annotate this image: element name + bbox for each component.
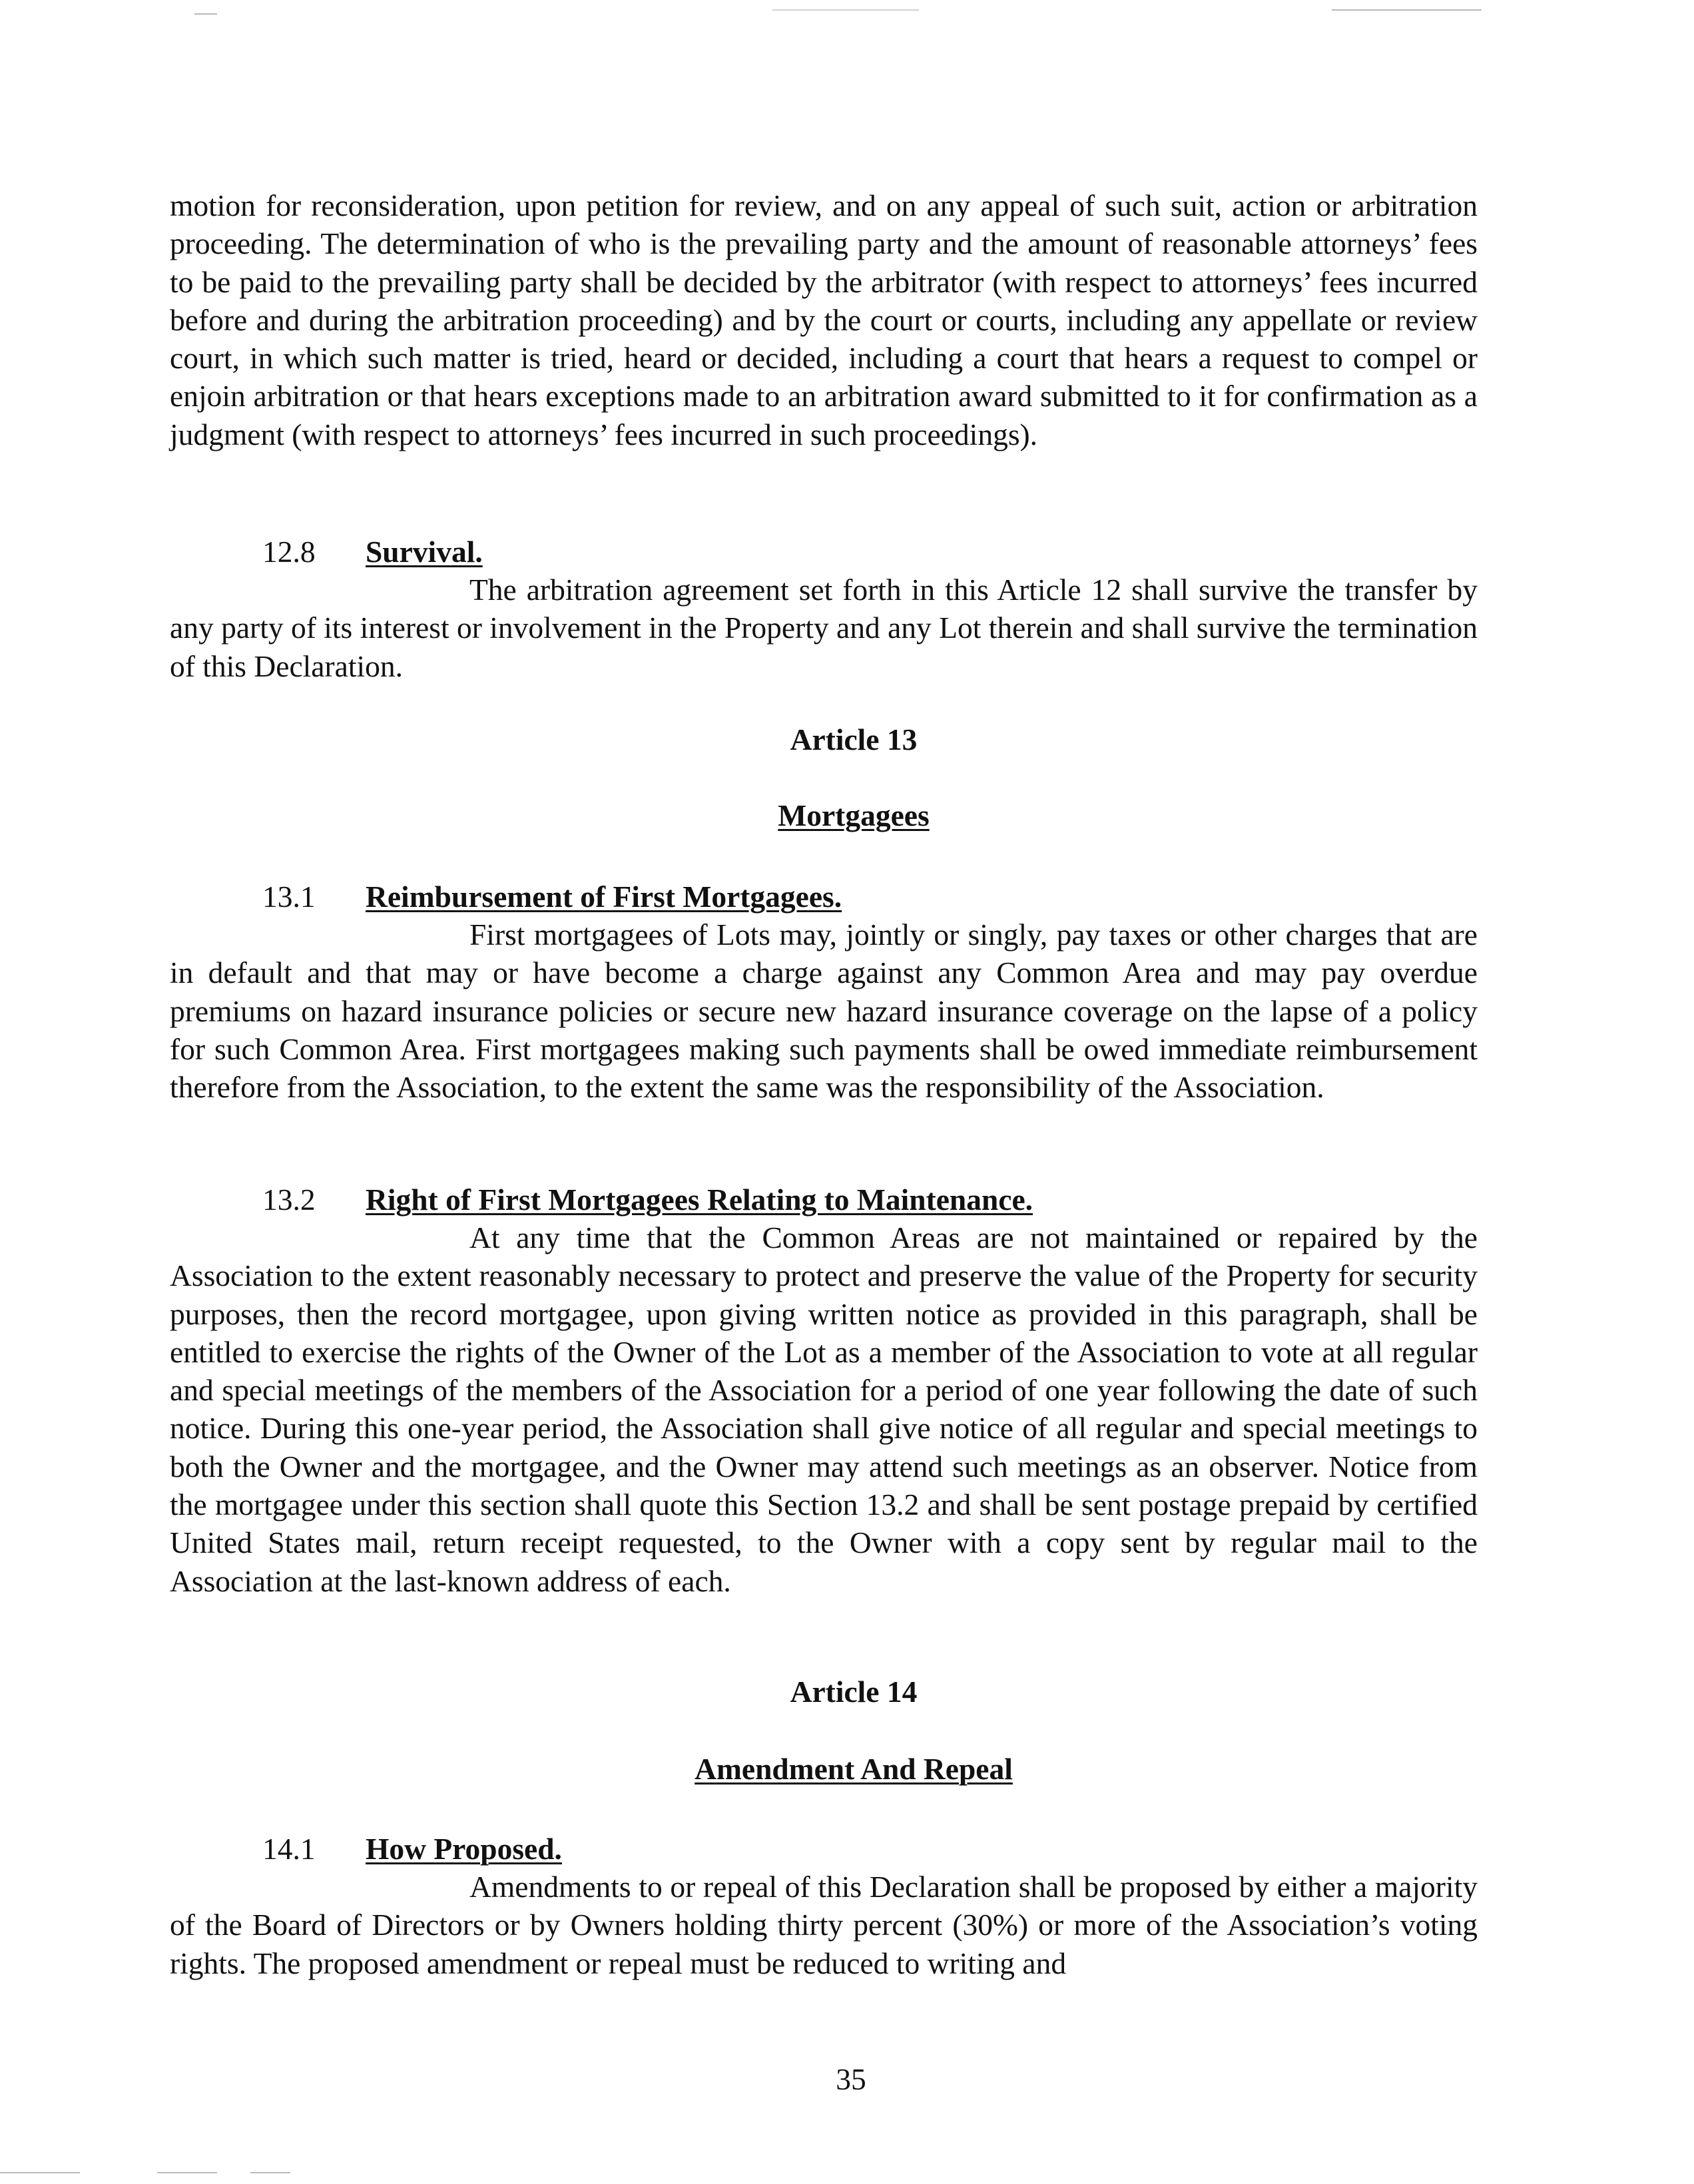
- section-12-8-body: [170, 571, 1478, 685]
- section-13-1-title: Reimbursement of First Mortgagees.: [366, 880, 842, 914]
- section-12-8-body-text: The arbitration agreement set forth in this Article 12 shall survive the transfer by any party of its interest or involvement in the Property and any Lot therein and shall survive the termination of this Declaration.: [170, 573, 1478, 683]
- scan-mark-top-center: [772, 9, 919, 11]
- section-12-8-heading: [170, 533, 1478, 571]
- article-13-label: Article 13: [790, 722, 918, 756]
- scan-mark-bottom-mid: [157, 2172, 217, 2173]
- section-13-2-body: [170, 1219, 1478, 1600]
- section-14-1-body: [170, 1868, 1478, 1982]
- section-13-2-body-text: At any time that the Common Areas are not maintained or repaired by the Association to the extent reasonably necessary to protect and preserve the value of the Property for security purposes, then the record mortgagee, upon giving written notice as provided in this paragraph, shall be entitled to exercise the rights of the Owner of the Lot as a member of the Association to vote at all regular and special meetings of the members of the Association for a period of one year following the date of such notice. During this one-year period, the Association shall give notice of all regular and special meetings to both the Owner and the mortgagee, and the Owner may attend such meetings as an observer. Notice from the mortgagee under this section shall quote this Section 13.2 and shall be sent postage prepaid by certified United States mail, return receipt requested, to the Owner with a copy sent by regular mail to the Association at the last-known address of each.: [170, 1221, 1478, 1598]
- scan-mark-bottom-mid2: [250, 2172, 290, 2173]
- section-13-1-number: 13.1: [262, 880, 316, 914]
- section-13-2-heading: [170, 1181, 1478, 1219]
- section-13-1-heading: [170, 878, 1478, 916]
- page-number: 35: [836, 2062, 866, 2096]
- section-12-8-number: 12.8: [262, 535, 316, 569]
- opening-paragraph: [170, 186, 1478, 453]
- article-14-label: Article 14: [790, 1675, 918, 1709]
- section-13-1-body: [170, 916, 1478, 1106]
- article-14-title: Amendment And Repeal: [695, 1752, 1013, 1786]
- scan-mark-bottom-left: [0, 2172, 80, 2173]
- section-14-1-body-text: Amendments to or repeal of this Declaration shall be proposed by either a majority of the Board of Directors or by Owners holding thirty percent (30%) or more of the Association’s voting rights. The proposed amendment or repeal must be reduced to writing and: [170, 1870, 1478, 1980]
- scan-mark-top-right: [1332, 9, 1482, 11]
- section-14-1-number: 14.1: [262, 1832, 316, 1866]
- section-13-1-body-text: First mortgagees of Lots may, jointly or singly, pay taxes or other charges that are in default and that may or have become a charge against any Common Area and may pay overdue premiums on hazard insurance policies or secure new hazard insurance coverage on the lapse of a policy for such Common Area. First mortgagees making such payments shall be owed immediate reimbursement therefore from the Association, to the extent the same was the responsibility of the Association.: [170, 918, 1478, 1105]
- article-13-title: Mortgagees: [778, 798, 930, 832]
- opening-paragraph-text: motion for reconsideration, upon petition for review, and on any appeal of such suit, action or arbitration proceeding. The determination of who is the prevailing party and the amount of reasonable attorneys’ fees to be paid to the prevailing party shall be decided by the arbitrator (with respect to attorneys’ fees incurred before and during the arbitration proceeding) and by the court or courts, including any appellate or review court, in which such matter is tried, heard or decided, including a court that hears a request to compel or enjoin arbitration or that hears exceptions made to an arbitration award submitted to it for confirmation as a judgment (with respect to attorneys’ fees incurred in such proceedings).: [170, 188, 1478, 451]
- section-13-2-title: Right of First Mortgagees Relating to Maintenance.: [366, 1183, 1033, 1217]
- section-13-2-number: 13.2: [262, 1183, 316, 1217]
- section-14-1-heading: [170, 1830, 1478, 1868]
- section-14-1-title: How Proposed.: [366, 1832, 562, 1866]
- section-12-8-title: Survival.: [366, 535, 483, 569]
- scan-mark-top-left: [194, 13, 217, 15]
